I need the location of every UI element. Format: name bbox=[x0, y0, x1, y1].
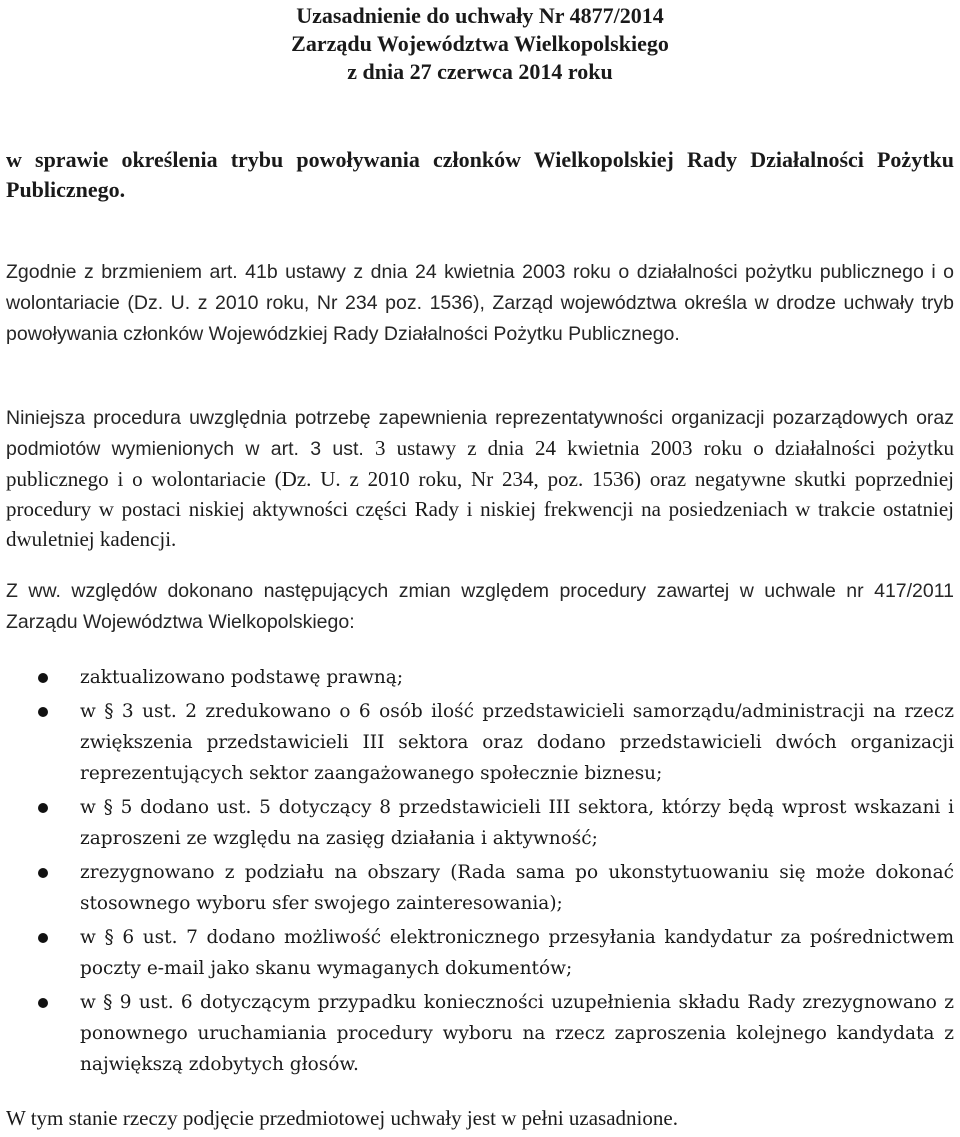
list-item-text: w § 3 ust. 2 zredukowano o 6 osób ilość przedstawicieli samorządu/administracji na rzecz zwiększenia przedstawicieli III sektora oraz dodano przedstawicieli dwóch organizacji reprezentujących sektor zaangażowanego społecznie biznesu; bbox=[80, 701, 954, 784]
paragraph-changes-intro bbox=[6, 575, 954, 637]
list-item bbox=[0, 857, 954, 919]
document-subject: w sprawie określenia trybu powoływania członków Wielkopolskiej Rady Działalności Pożytku Publicznego. bbox=[6, 147, 954, 202]
closing-statement: W tym stanie rzeczy podjęcie przedmiotowej uchwały jest w pełni uzasadnione. bbox=[6, 1106, 678, 1130]
document-title-line-3: z dnia 27 czerwca 2014 roku bbox=[347, 59, 613, 84]
list-item bbox=[0, 662, 954, 693]
document-title-line-1: Uzasadnienie do uchwały Nr 4877/2014 bbox=[296, 3, 664, 28]
document-title-line-2: Zarządu Województwa Wielkopolskiego bbox=[291, 31, 669, 56]
paragraph-procedure-part-1: Niniejsza procedura uwzględnia potrzebę zapewnienia reprezentatywności organizacji pozarządowych oraz podmiotów wymienionych w art. 3 ust. bbox=[6, 407, 954, 460]
list-item-text: zaktualizowano podstawę prawną; bbox=[80, 667, 404, 688]
list-item-text: w § 9 ust. 6 dotyczącym przypadku konieczności uzupełnienia składu Rady zrezygnowano z ponownego uruchamiania procedury wyboru na rzecz zaproszenia kolejnego kandydata z największą zdobytych głosów. bbox=[80, 992, 954, 1075]
bullet-icon bbox=[38, 707, 48, 717]
paragraph-legal-basis-part-1: Zgodnie z brzmieniem art. 41b ustawy z dnia 24 kwietnia 2003 roku o działalności pożytku publicznego i o wolontariacie (Dz. U. z 2010 roku, Nr 234 poz. bbox=[6, 261, 954, 314]
paragraph-procedure bbox=[6, 402, 954, 554]
paragraph-legal-basis-part-2: 1536), Zarząd województwa określa w drodze uchwały tryb powoływania członków Wojewódzkiej Rady Działalności Pożytku Publicznego. bbox=[6, 292, 954, 345]
paragraph-procedure-part-2: 3 ustawy z dnia 24 kwietnia 2003 roku o działalności pożytku publicznego i o wolontariacie (Dz. U. z 2010 roku, Nr 234, poz. 1536) oraz negatywne skutki poprzedniej procedury w postaci niskiej aktywności części Rady i niskiej frekwencji na posiedzeniach w trakcie ostatniej dwuletniej kadencji. bbox=[6, 436, 954, 551]
bullet-icon bbox=[38, 868, 48, 878]
list-item bbox=[0, 922, 954, 984]
paragraph-legal-basis bbox=[6, 256, 954, 349]
list-item-text: w § 5 dodano ust. 5 dotyczący 8 przedstawicieli III sektora, którzy będą wprost wskazani i zaproszeni ze względu na zasięg działania i aktywność; bbox=[80, 797, 954, 849]
list-item-text: w § 6 ust. 7 dodano możliwość elektronicznego przesyłania kandydatur za pośrednictwem poczty e-mail jako skanu wymaganych dokumentów; bbox=[80, 927, 954, 979]
bullet-icon bbox=[38, 673, 48, 683]
paragraph-changes-intro-text: Z ww. względów dokonano następujących zmian względem procedury zawartej w uchwale nr 417/2011 Zarządu Województwa Wielkopolskiego: bbox=[6, 580, 954, 633]
list-item bbox=[0, 792, 954, 854]
list-item bbox=[0, 696, 954, 789]
list-item bbox=[0, 987, 954, 1080]
bullet-icon bbox=[38, 998, 48, 1008]
bullet-icon bbox=[38, 803, 48, 813]
bullet-icon bbox=[38, 933, 48, 943]
list-item-text: zrezygnowano z podziału na obszary (Rada sama po ukonstytuowaniu się może dokonać stosownego wyboru sfer swojego zainteresowania); bbox=[80, 862, 954, 914]
changes-list bbox=[0, 662, 960, 1083]
